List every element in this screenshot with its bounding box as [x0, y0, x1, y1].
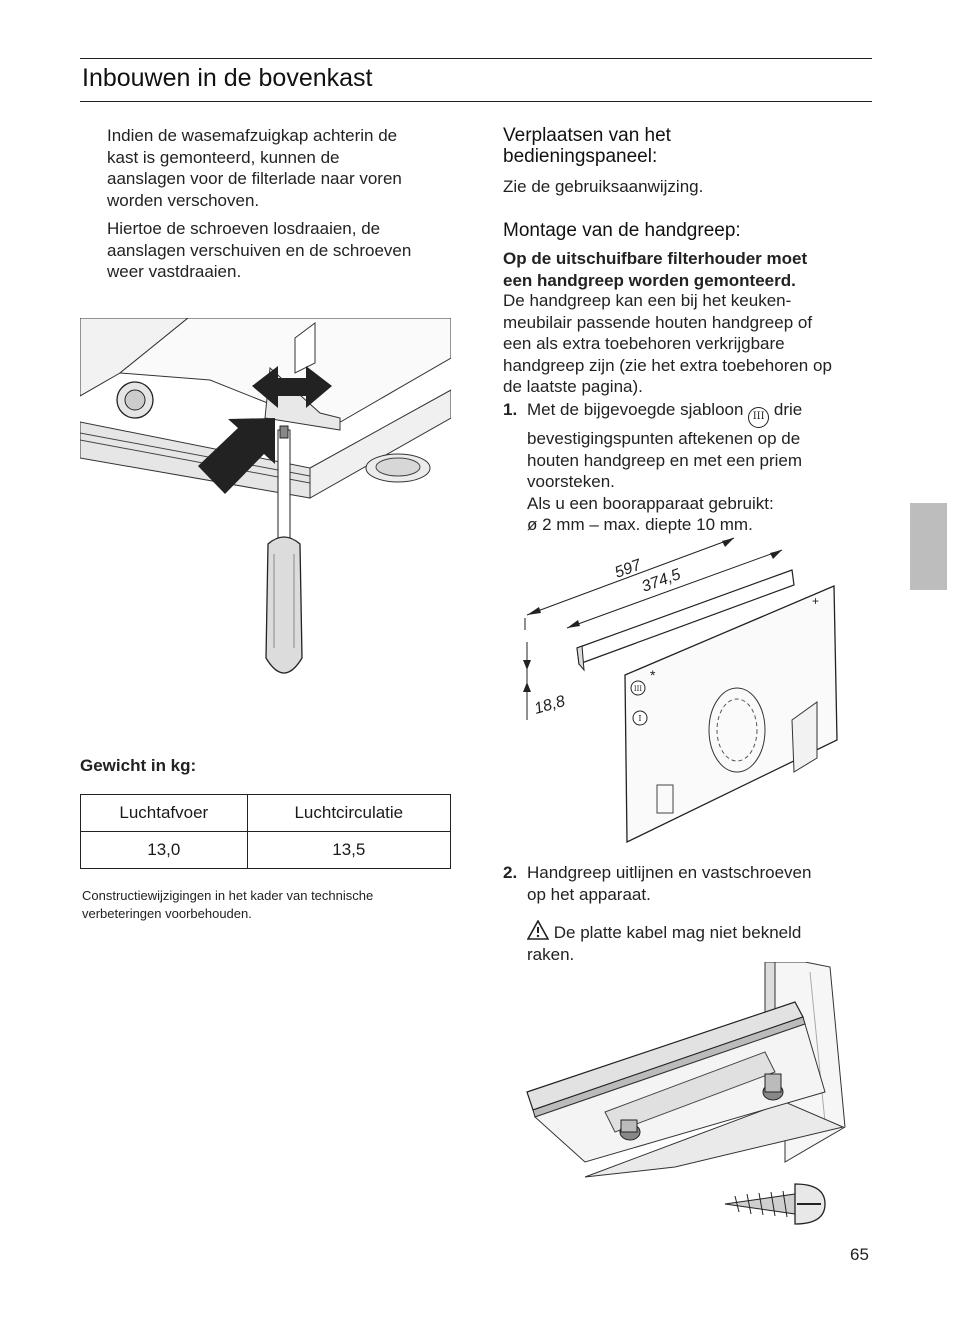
handle-bold-text: Op de uitschuifbare filterhouder moet een handgreep worden gemonteerd.	[503, 249, 808, 290]
handle-mounting-illustration	[525, 962, 870, 1237]
handle-description: De handgreep kan een bij het keuken- meubilair passende houten handgreep of een als extra toebehoren verkrijgbare handgreep zijn (zie het extra toebehoren op de laatste pagina).	[503, 291, 832, 396]
svg-text:+: +	[812, 594, 820, 608]
screwdriver-illustration	[80, 318, 451, 698]
template-symbol-icon: III	[748, 407, 769, 428]
table-header-luchtcirculatie: Luchtcirculatie	[247, 795, 450, 832]
table-header-luchtafvoer: Luchtafvoer	[81, 795, 248, 832]
weight-heading: Gewicht in kg:	[80, 756, 197, 775]
step-2: 2. Handgreep uitlijnen en vastschroeven op het apparaat.	[503, 863, 812, 904]
side-tab-marker	[910, 503, 947, 590]
instruction-paragraph: Hiertoe de schroeven losdraaien, de aanslagen verschuiven en de schroeven weer vastdraaien.	[107, 219, 412, 281]
dimension-374-5: 374,5	[639, 566, 683, 596]
section-text-control-panel: Zie de gebruiksaanwijzing.	[503, 177, 704, 196]
step-1: 1. Met de bijgevoegde sjabloon III drie bevestigingspunten aftekenen op de houten handgreep en met een priem voorsteken. Als u een boorapparaat gebruikt: ø 2 mm – max. diepte 10 mm.	[503, 400, 803, 534]
warning-note: De platte kabel mag niet bekneld raken.	[527, 920, 801, 965]
dimension-18-8: 18,8	[532, 692, 568, 718]
screw-icon	[725, 1184, 825, 1224]
table-cell-luchtcirculatie: 13,5	[247, 832, 450, 869]
warning-triangle-icon	[527, 920, 549, 940]
weight-table	[80, 794, 451, 869]
top-rule	[80, 58, 872, 59]
intro-paragraph: Indien de wasemafzuigkap achterin de kast is gemonteerd, kunnen de aanslagen voor de filterlade naar voren worden verschoven.	[107, 126, 402, 210]
title-rule	[80, 101, 872, 102]
dimension-597: 597	[612, 556, 644, 582]
page-number: 65	[850, 1245, 869, 1264]
page-title: Inbouwen in de bovenkast	[82, 64, 373, 92]
footnote: Constructiewijzigingen in het kader van technische verbeteringen voorbehouden.	[82, 888, 374, 921]
step-1-number: 1.	[503, 400, 518, 419]
table-cell-luchtafvoer: 13,0	[81, 832, 248, 869]
template-mark-3: III	[633, 685, 643, 693]
step-2-number: 2.	[503, 863, 518, 882]
template-mark-1: I	[638, 714, 642, 723]
section-title-control-panel: Verplaatsen van het bedieningspaneel:	[503, 125, 671, 167]
svg-text:*: *	[650, 667, 656, 683]
template-diagram	[522, 530, 842, 860]
section-title-handle: Montage van de handgreep:	[503, 220, 741, 241]
